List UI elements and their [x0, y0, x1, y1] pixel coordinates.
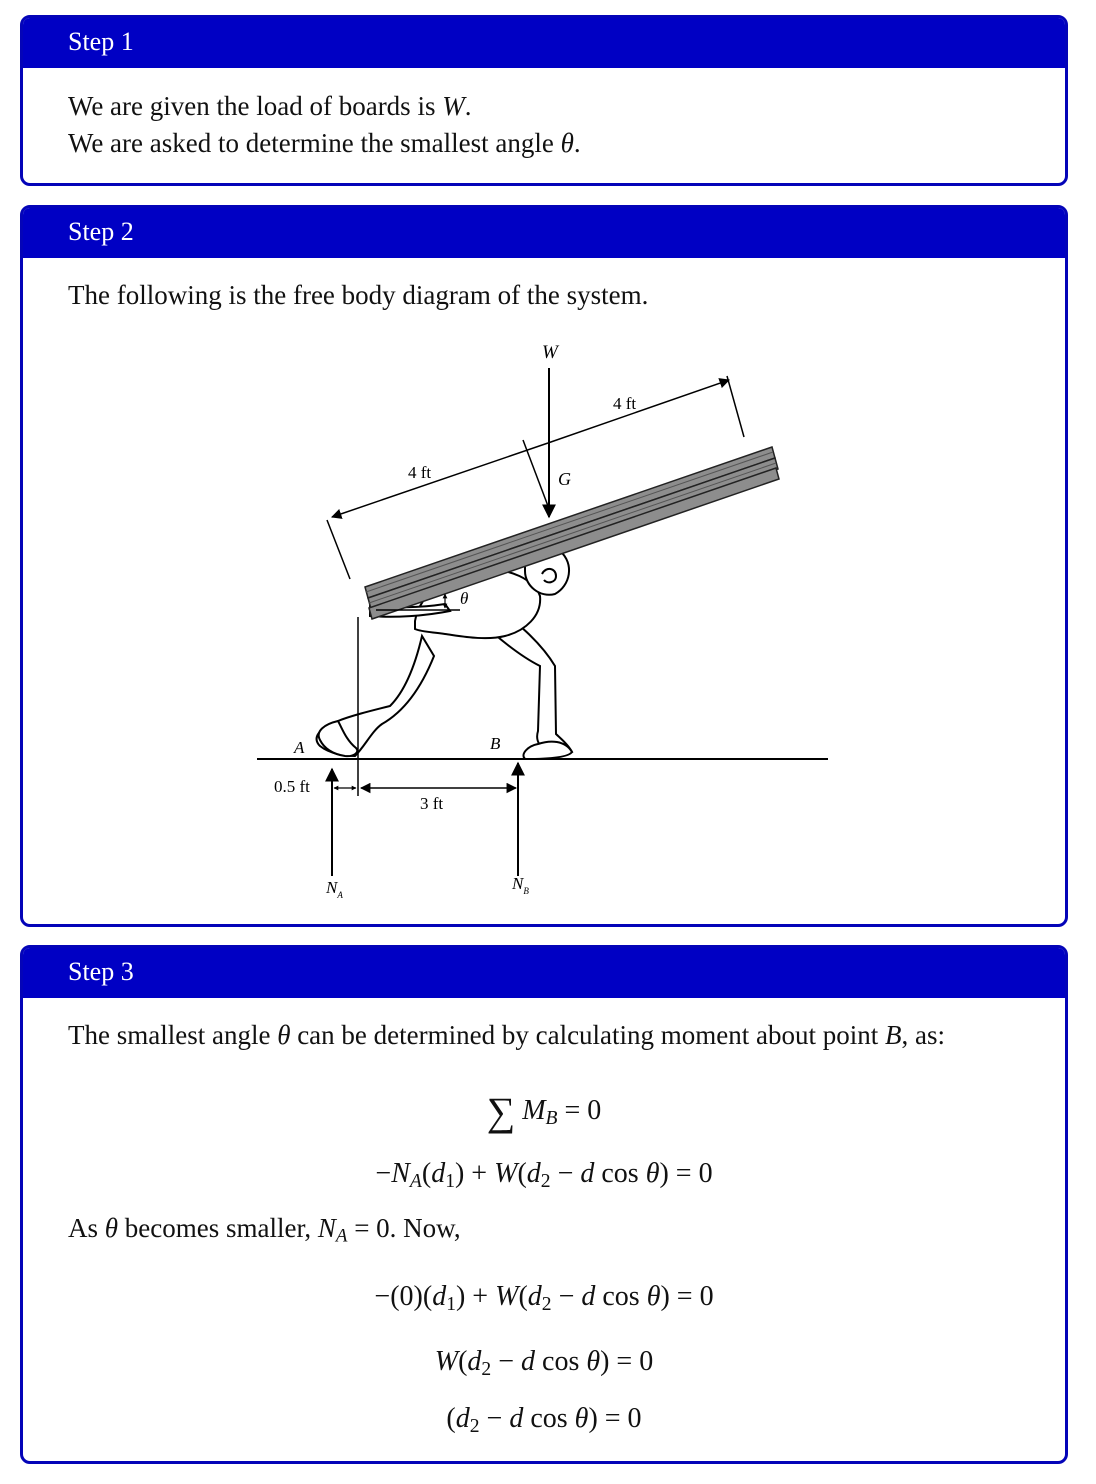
equation-5: ($d_2 - d$ cos θ) = 0	[446, 1403, 642, 1437]
step-1-body	[23, 68, 1065, 162]
step-2-body	[23, 258, 1065, 314]
point-b-label: B	[490, 734, 501, 753]
equation-1: ∑ $M_B = 0$	[486, 1089, 602, 1134]
dim-line-left	[332, 443, 548, 517]
equation-3: $-(0)(d_1) + W(d_2 - d$ cos θ) = 0	[374, 1281, 714, 1315]
nb-label	[511, 874, 529, 896]
dim-05-label: 0.5 ft	[274, 777, 310, 796]
na-letter: N	[326, 878, 338, 897]
theta-label: θ	[460, 589, 469, 608]
w-label: W	[542, 342, 558, 363]
step-2-header: Step 2	[23, 208, 1065, 258]
na-subscript: A	[337, 890, 343, 900]
point-a-label: A	[294, 738, 305, 757]
step-3-box	[20, 945, 1068, 1464]
step-3-mid-text: As θ becomes smaller, $N_A = 0$. Now,	[68, 1213, 461, 1247]
na-label	[325, 878, 343, 900]
step-1-line-2: We are asked to determine the smallest angle θ.	[68, 128, 581, 158]
dim-3-label: 3 ft	[420, 794, 444, 813]
step-1-line-1: We are given the load of boards is W.	[68, 91, 472, 121]
dim-line-right	[548, 380, 729, 443]
nb-letter: N	[512, 874, 524, 893]
step-3-header: Step 3	[23, 948, 1065, 998]
step-2-text: The following is the free body diagram of the system.	[68, 280, 649, 310]
equation-2: $-N_A(d_1) + W(d_2 - d$ cos θ) = 0	[375, 1158, 713, 1192]
nb-subscript: B	[523, 886, 529, 896]
g-pointer	[523, 440, 548, 506]
equation-4: $W(d_2 - d$ cos θ) = 0	[434, 1346, 654, 1380]
shoe-b	[523, 742, 572, 759]
step-1-header: Step 1	[23, 18, 1065, 68]
board-extension-left	[327, 520, 350, 579]
step-2-box	[20, 205, 1068, 927]
step-3-intro: The smallest angle θ can be determined by calculating moment about point B, as:	[68, 1020, 946, 1050]
dim-left-label: 4 ft	[408, 463, 432, 482]
dim-right-label: 4 ft	[613, 394, 637, 413]
step-1-box	[20, 15, 1068, 186]
board-extension-right	[727, 376, 744, 437]
free-body-diagram	[20, 336, 1068, 927]
g-label: G	[558, 469, 571, 489]
